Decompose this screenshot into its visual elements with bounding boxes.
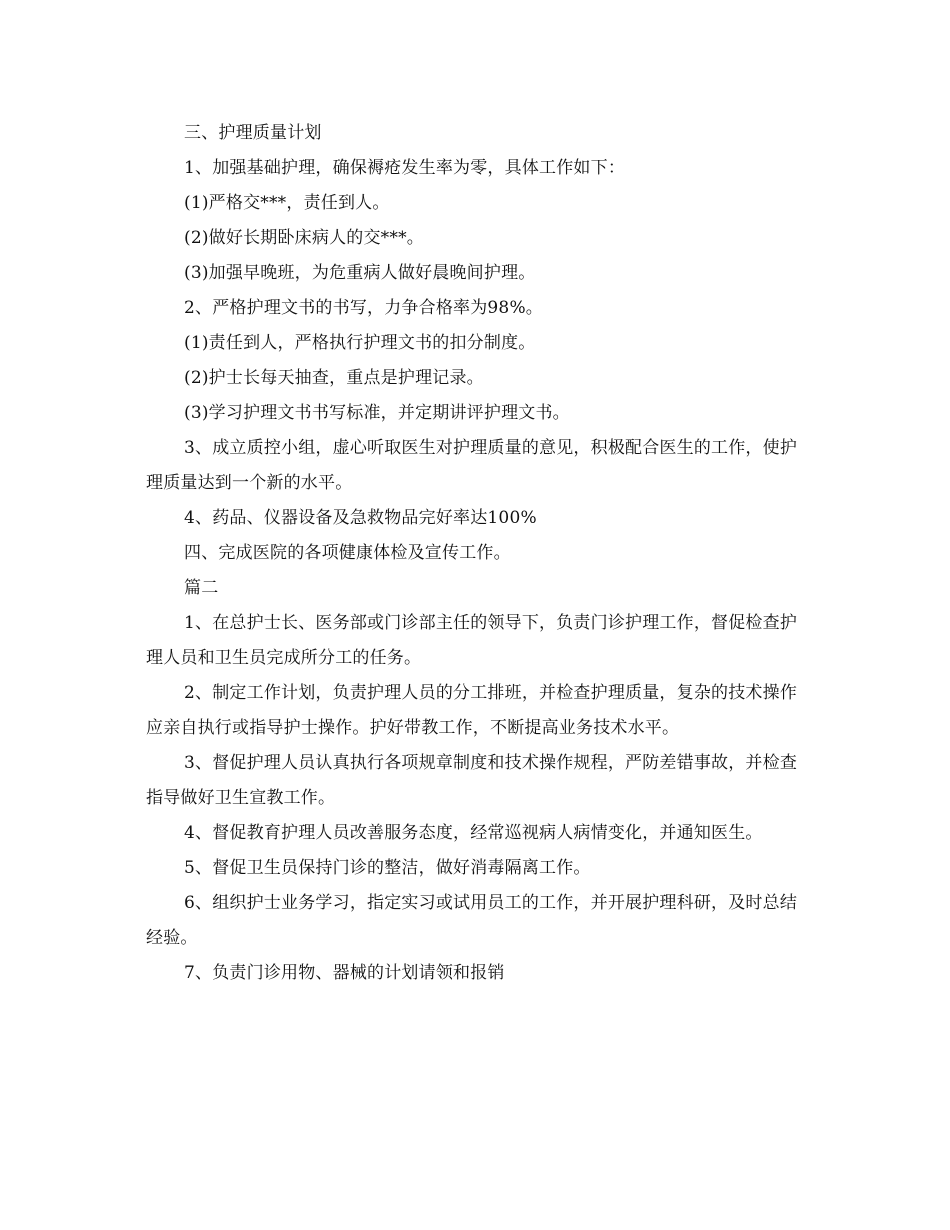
paragraph: (1)责任到人，严格执行护理文书的扣分制度。: [184, 333, 536, 353]
paragraph: (3)学习护理文书书写标准，并定期讲评护理文书。: [184, 403, 570, 423]
paragraph: 5、督促卫生员保持门诊的整洁，做好消毒隔离工作。: [184, 858, 591, 878]
paragraph: 6、组织护士业务学习，指定实习或试用员工的工作，并开展护理科研，及时总结经验。: [146, 893, 798, 948]
paragraph: 2、严格护理文书的书写，力争合格率为98%。: [184, 298, 544, 318]
paragraph: 1、在总护士长、医务部或门诊部主任的领导下，负责门诊护理工作，督促检查护理人员和卫生员完成所分工的任务。: [146, 613, 798, 668]
section-heading-health-checkup: 四、完成医院的各项健康体检及宣传工作。: [184, 543, 511, 563]
paragraph: 3、成立质控小组，虚心听取医生对护理质量的意见，积极配合医生的工作，使护理质量达到一个新的水平。: [146, 438, 798, 493]
paragraph: 7、负责门诊用物、器械的计划请领和报销: [184, 963, 505, 983]
paragraph: 1、加强基础护理，确保褥疮发生率为零，具体工作如下：: [184, 158, 626, 178]
section-heading-nursing-quality-plan: 三、护理质量计划: [184, 123, 322, 143]
paragraph: 3、督促护理人员认真执行各项规章制度和技术操作规程，严防差错事故，并检查指导做好卫生宣教工作。: [146, 753, 798, 808]
paragraph: 4、药品、仪器设备及急救物品完好率达100%: [184, 508, 537, 528]
paragraph: (1)严格交***，责任到人。: [184, 193, 390, 213]
section-heading-part-two: 篇二: [184, 578, 219, 598]
paragraph: 2、制定工作计划，负责护理人员的分工排班，并检查护理质量，复杂的技术操作应亲自执行或指导护士操作。护好带教工作，不断提高业务技术水平。: [146, 683, 798, 738]
paragraph: (2)做好长期卧床病人的交***。: [184, 228, 424, 248]
paragraph: (3)加强早晚班，为危重病人做好晨晚间护理。: [184, 263, 536, 283]
paragraph: 4、督促教育护理人员改善服务态度，经常巡视病人病情变化，并通知医生。: [184, 823, 763, 843]
document-body: [146, 116, 806, 991]
paragraph: (2)护士长每天抽查，重点是护理记录。: [184, 368, 484, 388]
